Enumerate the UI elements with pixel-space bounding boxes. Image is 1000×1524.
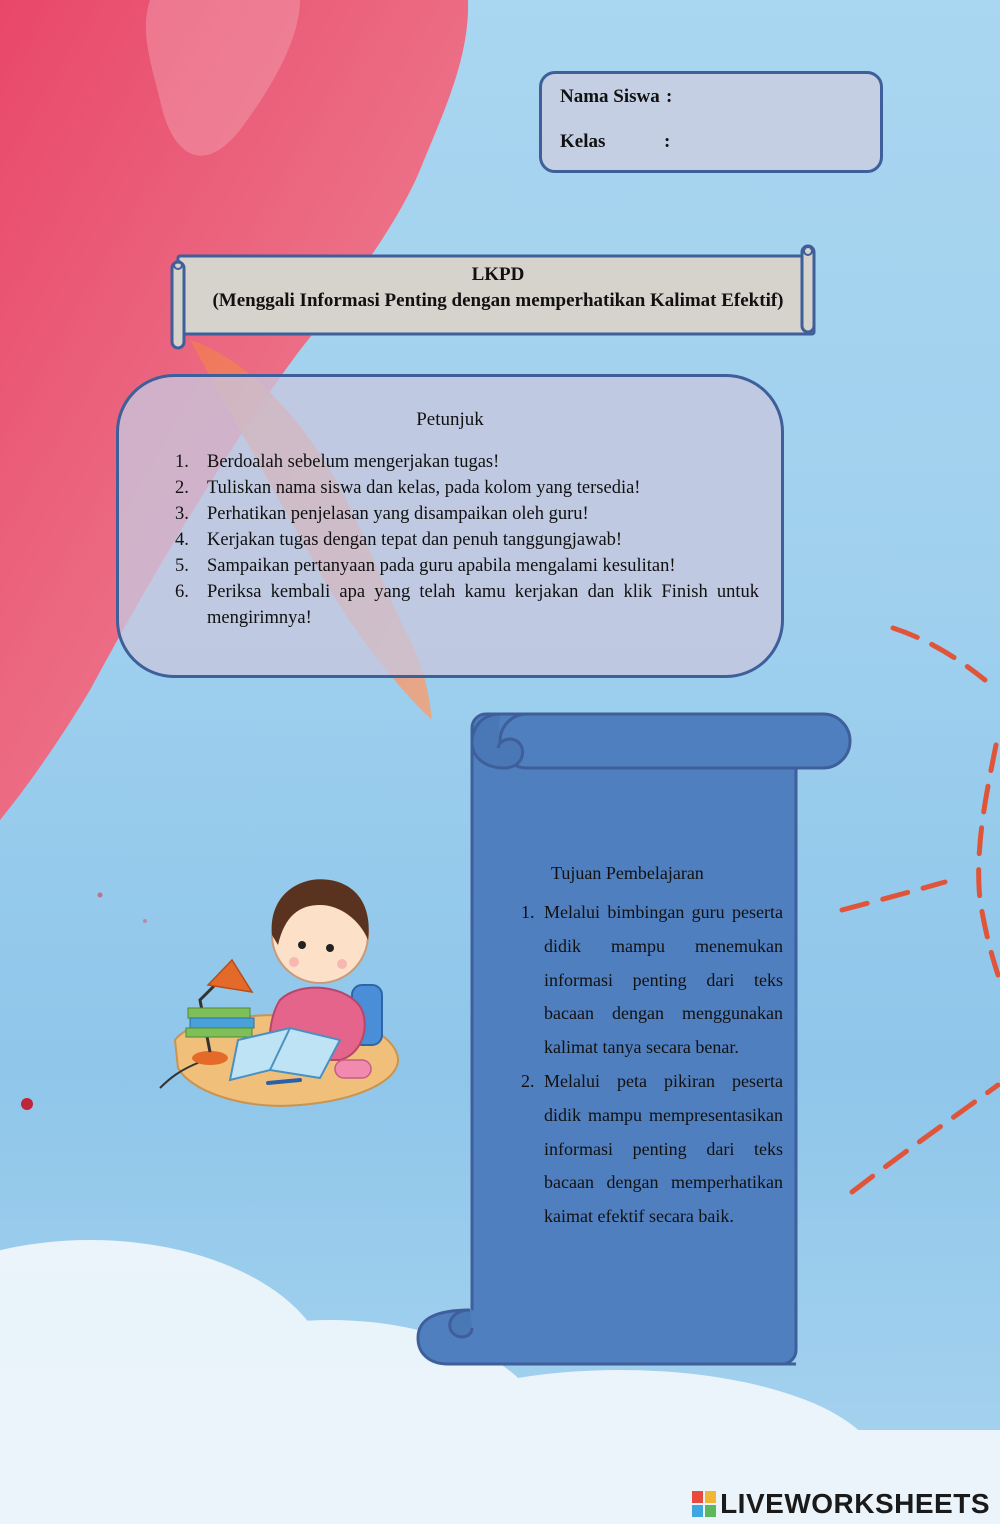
learning-goal-number: 1. xyxy=(521,902,535,922)
instruction-number: 2. xyxy=(175,478,189,498)
instruction-number: 3. xyxy=(175,504,189,524)
class-row xyxy=(560,131,671,153)
instruction-item xyxy=(175,449,759,475)
instruction-number: 5. xyxy=(175,556,189,576)
learning-goals xyxy=(521,856,783,1234)
learning-goal-number: 2. xyxy=(521,1070,535,1091)
instruction-text: Tuliskan nama siswa dan kelas, pada kolom yang tersedia! xyxy=(207,478,641,498)
liveworksheets-logo-text: LIVEWORKSHEETS xyxy=(720,1488,990,1519)
instruction-text: Periksa kembali apa yang telah kamu kerjakan dan klik Finish untuk mengirimnya! xyxy=(207,582,759,628)
instruction-number: 4. xyxy=(175,530,189,550)
learning-goals-list xyxy=(521,896,783,1234)
student-info-card xyxy=(539,71,883,173)
instructions-box xyxy=(116,374,784,678)
liveworksheets-watermark xyxy=(692,1488,990,1520)
instruction-item xyxy=(175,475,759,501)
instruction-text: Kerjakan tugas dengan tepat dan penuh tanggungjawab! xyxy=(207,530,623,550)
worksheet-title: LKPD xyxy=(471,264,525,285)
dashed-lines xyxy=(842,628,998,1192)
worksheet-banner xyxy=(188,262,808,314)
instruction-number: 1. xyxy=(175,452,189,472)
instructions-title xyxy=(119,409,781,431)
learning-goal-item xyxy=(521,1065,783,1234)
worksheet-subtitle: (Menggali Informasi Penting dengan memperhatikan Kalimat Efektif) xyxy=(212,290,784,311)
student-name-row xyxy=(560,86,673,108)
instructions-title-text: Petunjuk xyxy=(416,409,484,430)
learning-goal-text: Melalui bimbingan guru peserta didik mampu menemukan informasi penting dari teks bacaan dengan menggunakan kalimat tanya secara benar. xyxy=(544,902,783,1058)
instruction-item xyxy=(175,527,759,553)
instruction-text: Berdoalah sebelum mengerjakan tugas! xyxy=(207,452,500,472)
instruction-text: Perhatikan penjelasan yang disampaikan oleh guru! xyxy=(207,504,589,524)
instruction-item xyxy=(175,553,759,579)
class-label: Kelas xyxy=(560,131,606,152)
child-studying-illustration xyxy=(160,879,398,1106)
instruction-item xyxy=(175,501,759,527)
student-name-label: Nama Siswa xyxy=(560,86,660,107)
instruction-number: 6. xyxy=(175,582,189,602)
learning-goals-title: Tujuan Pembelajaran xyxy=(551,863,704,883)
instruction-text: Sampaikan pertanyaan pada guru apabila mengalami kesulitan! xyxy=(207,556,676,576)
class-colon: : xyxy=(664,131,671,152)
instructions-list xyxy=(175,449,759,631)
student-name-colon: : xyxy=(666,86,673,107)
instruction-item xyxy=(175,579,759,631)
learning-goal-item xyxy=(521,896,783,1065)
liveworksheets-logo-icon xyxy=(692,1491,716,1517)
learning-goal-text: Melalui peta pikiran peserta didik mampu mempresentasikan informasi penting dari teks bacaan dengan memperhatikan kaimat efektif secara baik. xyxy=(544,1070,783,1227)
